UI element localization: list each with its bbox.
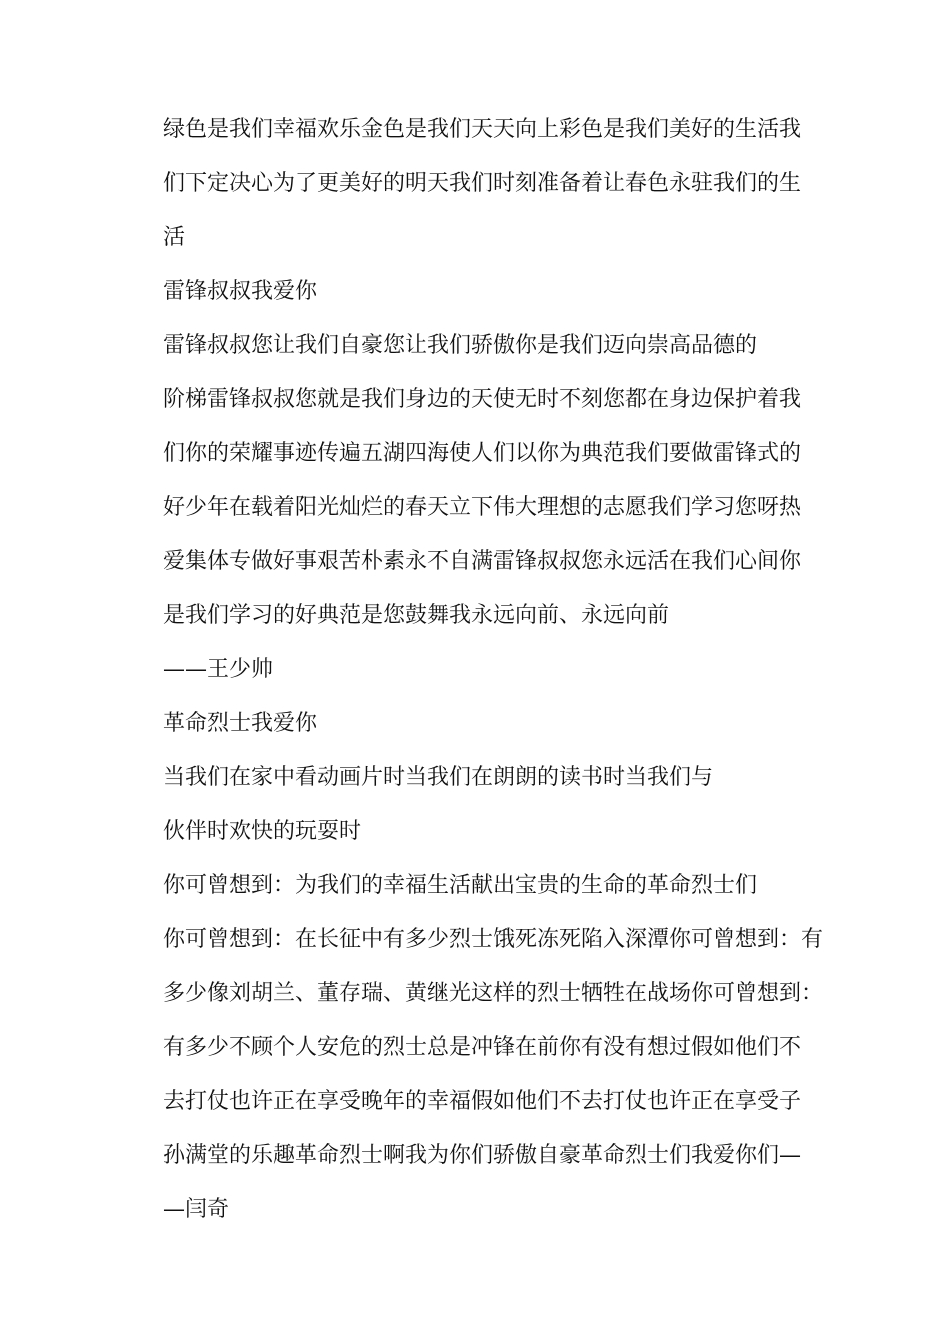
text-line: 你可曾想到：在长征中有多少烈士饿死冻死陷入深潭你可曾想到：有 [163, 927, 824, 952]
text-line: 们你的荣耀事迹传遍五湖四海使人们以你为典范我们要做雷锋式的 [163, 441, 802, 466]
text-line: 你可曾想到：为我们的幸福生活献出宝贵的生命的革命烈士们 [163, 873, 758, 898]
text-line: 孙满堂的乐趣革命烈士啊我为你们骄傲自豪革命烈士们我爱你们— [163, 1143, 802, 1168]
text-line: 多少像刘胡兰、董存瑞、黄继光这样的烈士牺牲在战场你可曾想到： [163, 981, 824, 1006]
section-heading: 雷锋叔叔我爱你 [163, 279, 318, 304]
text-line: 有多少不顾个人安危的烈士总是冲锋在前你有没有想过假如他们不 [163, 1035, 802, 1060]
text-line: 当我们在家中看动画片时当我们在朗朗的读书时当我们与 [163, 765, 714, 790]
text-line: 去打仗也许正在享受晚年的幸福假如他们不去打仗也许正在享受子 [163, 1089, 802, 1114]
text-line: 伙伴时欢快的玩耍时 [163, 819, 362, 844]
author-signature: ——王少帅 [163, 657, 274, 682]
text-line: 们下定决心为了更美好的明天我们时刻准备着让春色永驻我们的生 [163, 171, 802, 196]
text-line: 是我们学习的好典范是您鼓舞我永远向前、永远向前 [163, 603, 670, 628]
text-line: 好少年在载着阳光灿烂的春天立下伟大理想的志愿我们学习您呀热 [163, 495, 802, 520]
text-line: 活 [163, 225, 186, 250]
text-line: 阶梯雷锋叔叔您就是我们身边的天使无时不刻您都在身边保护着我 [163, 387, 802, 412]
text-line: 爱集体专做好事艰苦朴素永不自满雷锋叔叔您永远活在我们心间你 [163, 549, 802, 574]
section-heading: 革命烈士我爱你 [163, 711, 318, 736]
text-line: 雷锋叔叔您让我们自豪您让我们骄傲你是我们迈向崇高品德的 [163, 333, 758, 358]
text-line: 绿色是我们幸福欢乐金色是我们天天向上彩色是我们美好的生活我 [163, 117, 802, 142]
author-signature: —闫奇 [163, 1197, 230, 1222]
